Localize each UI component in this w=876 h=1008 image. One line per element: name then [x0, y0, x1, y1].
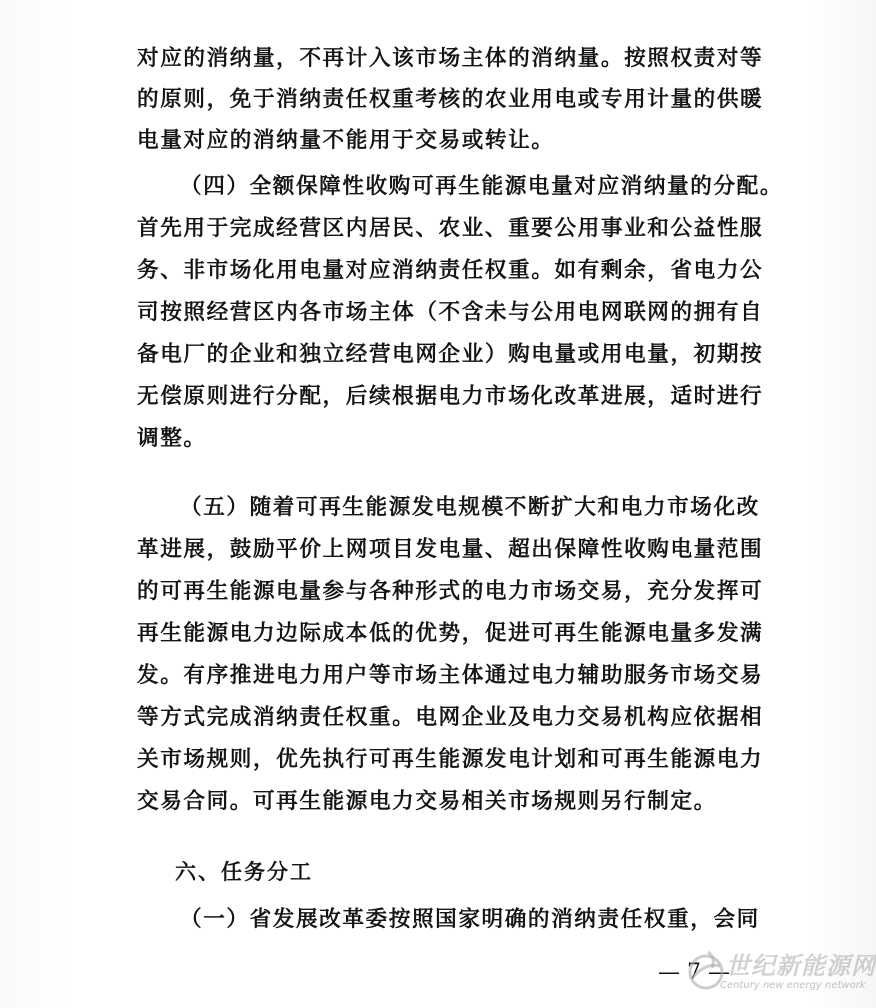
paragraph-four-start: （四）全额保障性收购可再生能源电量对应消纳量的分配。: [180, 174, 784, 199]
text-line: 再生能源电力边际成本低的优势，促进可再生能源电量多发满: [137, 621, 764, 646]
text-line: 无偿原则进行分配，后续根据电力市场化改革进展，适时进行: [137, 384, 764, 409]
text-line: 司按照经营区内各市场主体（不含未与公用电网联网的拥有自: [137, 300, 764, 325]
text-line: 调整。: [137, 426, 207, 451]
text-line: 等方式完成消纳责任权重。电网企业及电力交易机构应依据相: [137, 705, 764, 730]
watermark-title: 世纪新能源网: [726, 952, 876, 980]
page-number: — 7 —: [658, 960, 730, 985]
text-line: 革进展，鼓励平价上网项目发电量、超出保障性收购电量范围: [137, 537, 764, 562]
text-line: 备电厂的企业和独立经营电网企业）购电量或用电量，初期按: [137, 342, 764, 367]
site-watermark: [686, 942, 876, 1002]
watermark-subtitle: Century new energy network: [720, 980, 866, 991]
text-line: 关市场规则，优先执行可再生能源发电计划和可再生能源电力: [137, 747, 764, 772]
text-line: 的可再生能源电量参与各种形式的电力市场交易，充分发挥可: [137, 579, 764, 604]
text-line: 发。有序推进电力用户等市场主体通过电力辅助服务市场交易: [137, 663, 764, 688]
text-line: 交易合同。可再生能源电力交易相关市场规则另行制定。: [137, 789, 717, 814]
text-line: 对应的消纳量，不再计入该市场主体的消纳量。按照权责对等: [137, 46, 764, 71]
section-heading: 六、任务分工: [175, 860, 313, 884]
paragraph-five-start: （五）随着可再生能源发电规模不断扩大和电力市场化改: [180, 495, 760, 520]
paragraph-task-one: （一）省发展改革委按照国家明确的消纳责任权重，会同: [180, 907, 760, 932]
text-line: 电量对应的消纳量不能用于交易或转让。: [137, 128, 555, 153]
text-line: 的原则，免于消纳责任权重考核的农业用电或专用计量的供暖: [137, 87, 764, 112]
text-line: 首先用于完成经营区内居民、农业、重要公用事业和公益性服: [137, 216, 764, 241]
text-line: 务、非市场化用电量对应消纳责任权重。如有剩余，省电力公: [137, 258, 764, 283]
